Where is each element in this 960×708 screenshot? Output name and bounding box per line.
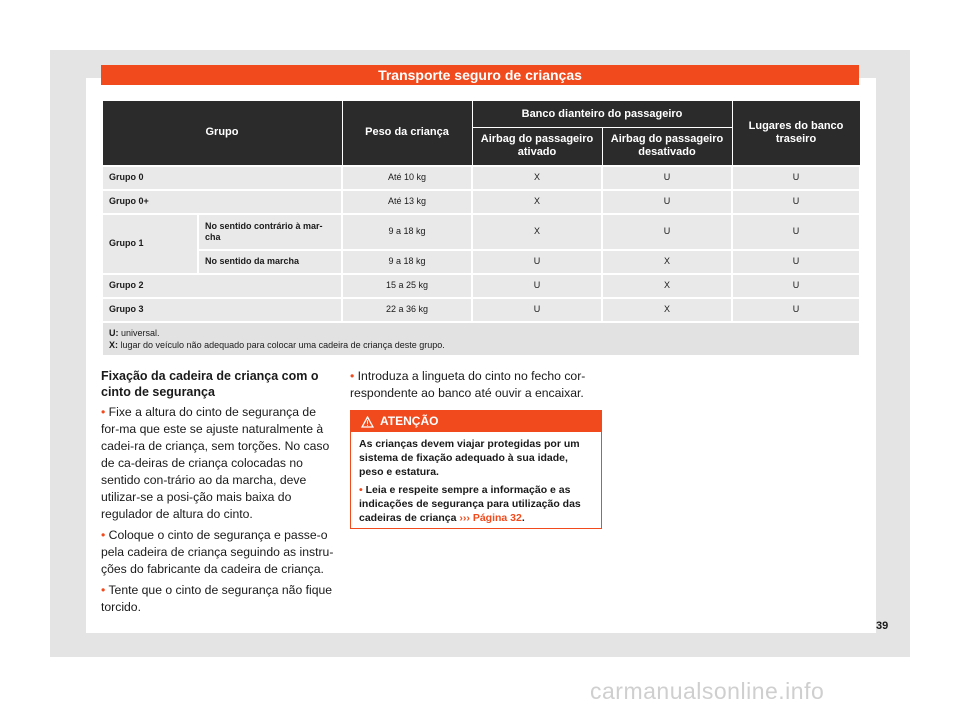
instruction-text: Fixe a altura do cinto de segurança de for-ma que este se ajuste naturalmente à cadei-ra de criança, sem torções. No caso de ca-deiras de criança colocadas no sentido con-trário ao da marcha, deve utilizar-se a posi-ção mais baixa do regulador de altura do cinto. (101, 405, 330, 521)
cell-desativado: X (602, 298, 732, 322)
legend-x-text: lugar do veículo não adequado para colocar uma cadeira de criança deste grupo. (120, 339, 445, 350)
section-heading: Fixação da cadeira de criança com o cinto de segurança (101, 369, 319, 399)
cell-grupo: Grupo 1 (102, 214, 198, 274)
warning-header (351, 411, 601, 432)
header-lugares-traseiro: Lugares do banco traseiro (732, 101, 860, 166)
header-banco-dianteiro: Banco dianteiro do passageiro (472, 101, 732, 128)
legend-x-key: X: (109, 339, 118, 350)
warning-title: ATENÇÃO (380, 414, 439, 428)
table-row (102, 250, 860, 274)
cell-peso: Até 13 kg (342, 190, 472, 214)
warning-text: Leia e respeite sempre a informação e as indicações de segurança para utilização das cadeiras de criança (359, 484, 581, 524)
table-row (102, 214, 860, 250)
cell-peso: 15 a 25 kg (342, 274, 472, 298)
legend-u-text: universal. (121, 327, 160, 338)
cell-ativado: U (472, 274, 602, 298)
instruction-item (101, 527, 336, 578)
cell-sentido: No sentido contrário à mar-cha (198, 214, 342, 250)
bullet-icon: • (101, 528, 106, 542)
cell-ativado: U (472, 250, 602, 274)
table-legend (102, 322, 860, 356)
cell-desativado: X (602, 274, 732, 298)
cell-ativado: X (472, 190, 602, 214)
cell-peso: 22 a 36 kg (342, 298, 472, 322)
table-row (102, 274, 860, 298)
page-link[interactable]: ››› Página 32 (459, 512, 522, 524)
cell-traseiro: U (732, 214, 860, 250)
bullet-icon: • (101, 405, 106, 419)
cell-desativado: U (602, 166, 732, 190)
cell-sentido: No sentido da marcha (198, 250, 342, 274)
bullet-icon: • (359, 484, 363, 496)
table-legend-row (102, 322, 860, 356)
instruction-text: Introduza a lingueta do cinto no fecho cor-respondente ao banco até ouvir a encaixar. (350, 369, 586, 400)
cell-grupo: Grupo 0 (102, 166, 342, 190)
cell-grupo: Grupo 3 (102, 298, 342, 322)
cell-traseiro: U (732, 250, 860, 274)
instruction-text: Tente que o cinto de segurança não fique torcido. (101, 583, 333, 614)
cell-peso: 9 a 18 kg (342, 250, 472, 274)
cell-ativado: U (472, 298, 602, 322)
warning-body (351, 432, 601, 534)
cell-traseiro: U (732, 166, 860, 190)
header-airbag-desativado: Airbag do passageiro desativado (602, 128, 732, 166)
bullet-icon: • (350, 369, 355, 383)
header-airbag-ativado: Airbag do passageiro ativado (472, 128, 602, 166)
cell-grupo: Grupo 2 (102, 274, 342, 298)
cell-traseiro: U (732, 190, 860, 214)
instruction-item (350, 368, 602, 402)
cell-ativado: X (472, 166, 602, 190)
page-number: 39 (876, 620, 889, 632)
warning-text: As crianças devem viajar protegidas por um sistema de fixação adequado à sua idade, peso e estatura. (359, 438, 580, 478)
cell-peso: 9 a 18 kg (342, 214, 472, 250)
warning-triangle-icon (361, 416, 374, 428)
table-row (102, 298, 860, 322)
instruction-text: Coloque o cinto de segurança e passe-o pela cadeira de criança seguindo as instru-ções do fabricante da cadeira de criança. (101, 528, 334, 576)
page-title: Transporte seguro de crianças (101, 65, 859, 85)
cell-desativado: U (602, 190, 732, 214)
cell-peso: Até 10 kg (342, 166, 472, 190)
header-peso: Peso da criança (342, 101, 472, 166)
bullet-icon: • (101, 583, 106, 597)
child-seat-table (101, 100, 861, 357)
cell-desativado: X (602, 250, 732, 274)
instructions-column-2 (350, 368, 602, 406)
cell-traseiro: U (732, 274, 860, 298)
cell-desativado: U (602, 214, 732, 250)
warning-item (359, 483, 593, 525)
legend-u-key: U: (109, 327, 119, 338)
table-row (102, 166, 860, 190)
table-row (102, 190, 860, 214)
warning-text-end: . (521, 512, 525, 524)
instruction-item (101, 404, 336, 523)
header-grupo: Grupo (102, 101, 342, 166)
watermark: carmanualsonline.info (590, 678, 825, 704)
warning-box (350, 410, 602, 529)
instructions-column (101, 368, 336, 620)
cell-ativado: X (472, 214, 602, 250)
instruction-item (101, 582, 336, 616)
cell-traseiro: U (732, 298, 860, 322)
cell-grupo: Grupo 0+ (102, 190, 342, 214)
